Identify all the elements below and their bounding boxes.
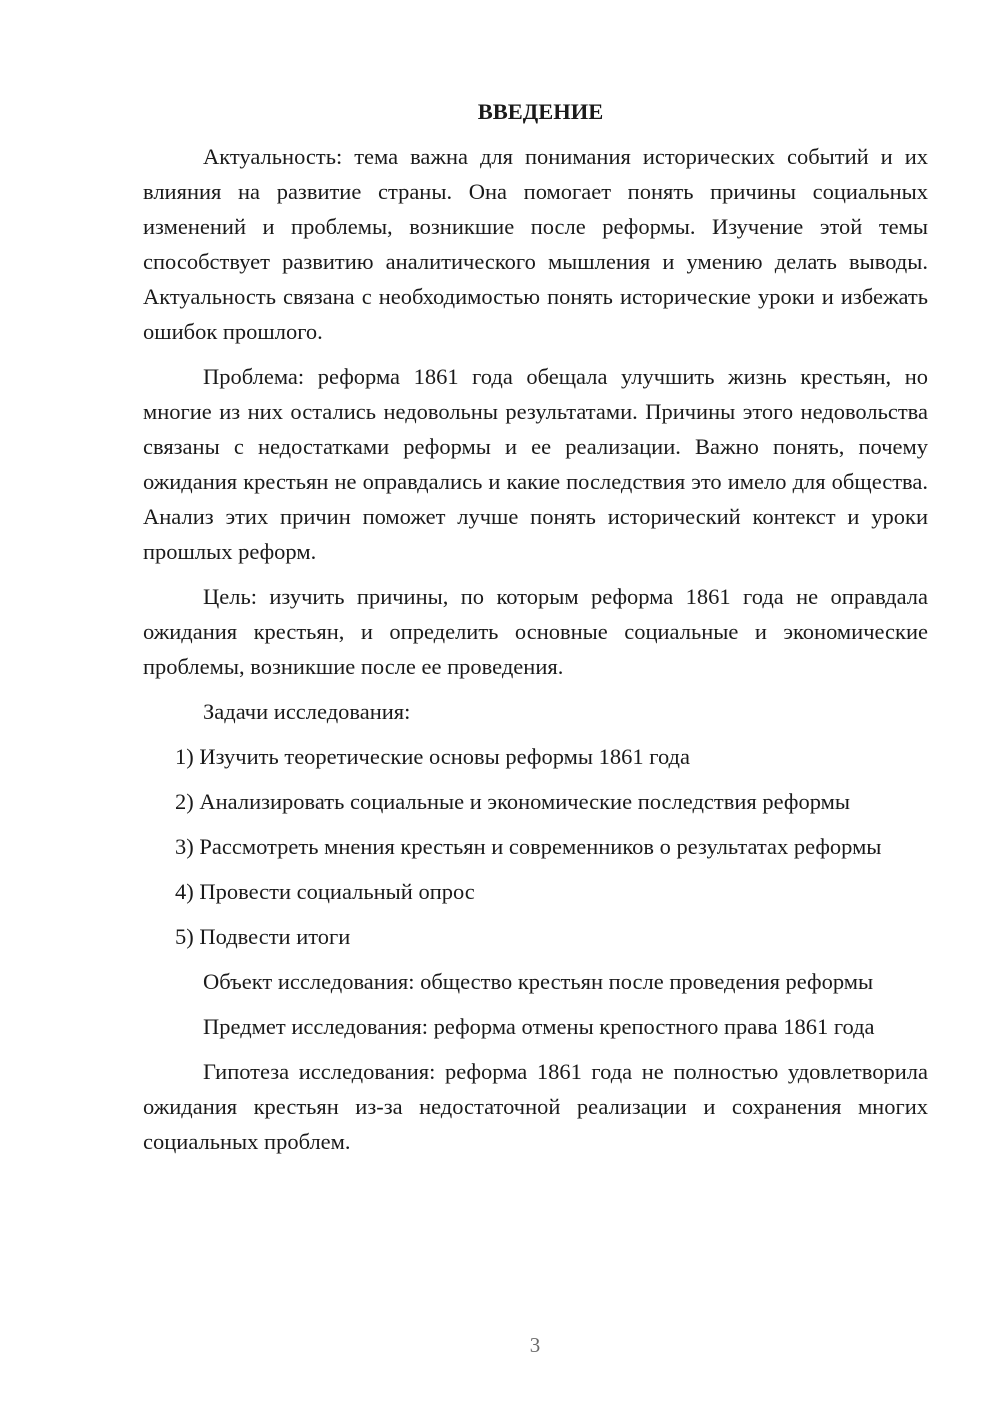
page-number: 3 bbox=[529, 1333, 541, 1357]
hypothesis-paragraph: Гипотеза исследования: реформа 1861 года не полностью удовлетворила ожидания крестьян из-за недостаточной реализации и сохранения многих социальных проблем. bbox=[143, 1059, 928, 1154]
tasks-heading: Задачи исследования: bbox=[203, 699, 411, 724]
task-item-5: 5) Подвести итоги bbox=[175, 924, 351, 949]
task-item-4: 4) Провести социальный опрос bbox=[175, 879, 475, 904]
section-title: ВВЕДЕНИЕ bbox=[477, 99, 604, 124]
research-object-paragraph: Объект исследования: общество крестьян после проведения реформы bbox=[203, 969, 874, 994]
page-content bbox=[143, 94, 928, 1169]
research-subject-paragraph: Предмет исследования: реформа отмены крепостного права 1861 года bbox=[203, 1014, 875, 1039]
relevance-paragraph: Актуальность: тема важна для понимания исторических событий и их влияния на развитие страны. Она помогает понять причины социальных изменений и проблемы, возникшие после реформы. Изучение этой темы способствует развитию аналитического мышления и умению делать выводы. Актуальность связана с необходимостью понять исторические уроки и избежать ошибок прошлого. bbox=[143, 144, 928, 344]
goal-paragraph: Цель: изучить причины, по которым реформа 1861 года не оправдала ожидания крестьян, и определить основные социальные и экономические проблемы, возникшие после ее проведения. bbox=[143, 584, 928, 679]
problem-paragraph: Проблема: реформа 1861 года обещала улучшить жизнь крестьян, но многие из них остались недовольны результатами. Причины этого недовольства связаны с недостатками реформы и ее реализации. Важно понять, почему ожидания крестьян не оправдались и какие последствия это имело для общества. Анализ этих причин поможет лучше понять исторический контекст и уроки прошлых реформ. bbox=[143, 364, 928, 564]
task-item-3: 3) Рассмотреть мнения крестьян и современников о результатах реформы bbox=[175, 834, 882, 859]
task-item-2: 2) Анализировать социальные и экономические последствия реформы bbox=[175, 789, 850, 814]
task-item-1: 1) Изучить теоретические основы реформы 1861 года bbox=[175, 744, 690, 769]
